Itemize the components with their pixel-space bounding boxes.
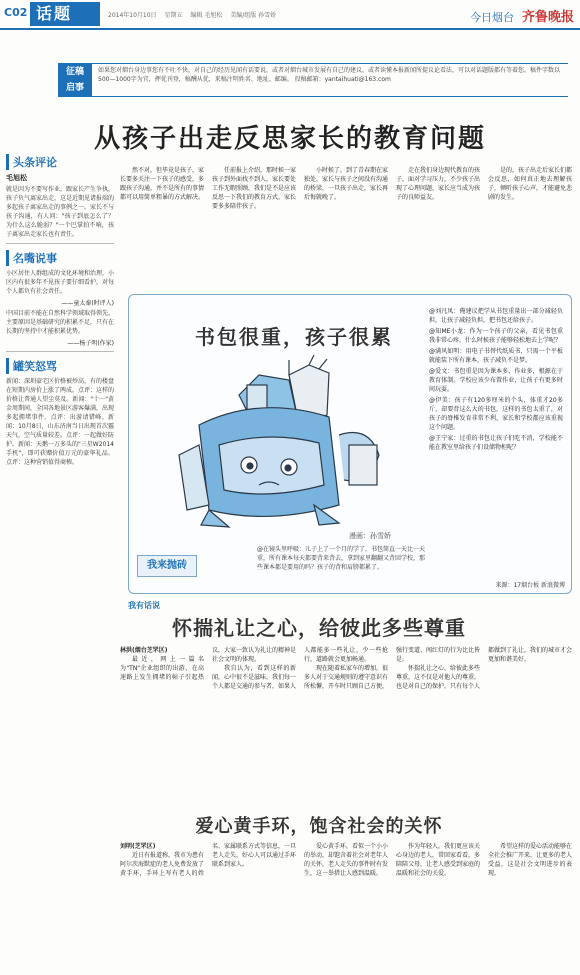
comment-item: @爱文：书包重是因为课本多、作业多，根源在于教育体制。学校应该少布置作业，让孩子有更多时间玩耍。 — [429, 368, 563, 393]
feature-tag: 我来抛砖 — [137, 555, 197, 577]
story2-headline: 怀揣礼让之心，给彼此多些尊重 — [172, 616, 466, 640]
issue-date: 2014年10月10日 — [108, 12, 157, 19]
headline-comment-title: 头条评论 — [6, 154, 114, 170]
feature-box — [128, 294, 572, 594]
article-paragraph: 走在我们身边现代教育的孩子，面对学习压力，不少孩子出现了心理问题，家长应当成为孩子的良师益友。 — [396, 167, 481, 201]
newspaper-brand — [470, 6, 574, 25]
section-label: 我有话说 — [128, 601, 160, 610]
divider — [6, 243, 114, 244]
article-paragraph: 然不对，但毕竟是孩子，家长要多关注一下孩子的感受，多跟孩子沟通，并不是所有的事情都可以用简单粗暴的方式解决。 — [120, 167, 205, 201]
section-title: 话题 — [30, 2, 100, 26]
story3-paragraph: 近日有报道称，我市为患有阿尔茨海默症的老人免费发放了黄手环，手环上写有老人的姓名、家属联系方式等信息，一旦老人走失，好心人可以通过手环联系到家人。 — [120, 843, 297, 877]
issue-weekday: 星期五 — [164, 12, 183, 19]
brand-prefix: 今日烟台 — [469, 11, 514, 24]
comment-item: @知ME小龙：作为一个孩子的父亲，看见书包重我非常心疼，什么时候孩子能够轻松地去上学呢？ — [429, 328, 563, 344]
page-number: C02 — [4, 6, 28, 19]
brand-name: 齐鲁晚报 — [521, 10, 574, 25]
call-tag — [58, 64, 92, 97]
article-paragraph: 小时候了，到了青春期在家独处，家长与孩子之间没有沟通的桥梁，一旦孩子出走，家长再后悔就晚了。 — [304, 167, 389, 201]
feature-caption: @在镜头里呼吸：儿子上了一个月的学了，书包简直一天比一天重，所有课本每天都要背来背去，拿到家里翻翻又背回学校，那些课本都是要用的吗？孩子的背和肩膀都累了。 — [257, 546, 426, 571]
pundit-sign-2: ——杨子明(作家) — [67, 340, 114, 347]
call-text: 如果您对烟台身边事您有不吐不快，对自己的经历见闻有话要说，或者对烟台城市发展有自己的建议，或者读懂本报新闻所提议论看法，可以对话题版都有等着您。稿件字数以500—1000字为宜，押优刊登，稿酬从优，来稿注明姓名、地址、邮编。 投稿邮箱：yantaihuati@163.com — [98, 67, 561, 83]
illustration-credit: 漫画：孙雪娇 — [349, 532, 391, 540]
story3-headline: 爱心黄手环，饱含社会的关怀 — [195, 816, 443, 837]
story2-paragraph: 最近，网上一篇名为"TN"企业组织的出游，在高速路上发生拥堵的帖子引起热议，大家一致认为礼让的精神是社会文明的体现。 — [120, 647, 297, 681]
feature-source: 来源：17烟台板 新浪微博 — [495, 582, 565, 589]
article-paragraph: 任前报上介绍，那时候一家孩子到外面找不到人，家长要处工作无暇照顾，我们是不是应该反思一下我们的教育方式，家长要多多陪伴孩子。 — [212, 167, 297, 210]
story3-author: 刘明(芝罘区) — [120, 843, 156, 850]
comment-item: @满风如明：用电子书替代纸质书，只需一个平板就能装下所有课本，孩子减负不是梦。 — [429, 348, 563, 364]
divider — [6, 351, 114, 352]
satire-text: 新闻：深圳豪宅区价格被炒高，有的楼盘在短期内房价上涨了两成。点评：这样的价格让普通人望尘莫及。新闻："十一"黄金周期间，全国各地景区游客爆满，出现多起拥堵事件。点评：出游请错峰。新闻：10月8日，山东济南当日出现首次霾天气，空气质量较差。点评：一起做好防护。新闻：天鹅一万多头的"三星W2014手机"，即可获赠价值万元的豪华礼品。点评：这种营销值得商榷。 — [6, 378, 115, 466]
story3-paragraph: 爱心黄手环，看似一个小小的举动，却饱含着社会对老年人的关怀，老人走失的事件时有发生，这一举措让人感到温暖。 — [304, 843, 389, 877]
story2-paragraph: 我自认为，看到这样的新闻，心中很不是滋味。我们每一个人都是交通的参与者，如果人人都能多一些礼让，少一些抢行，道路就会更加畅通。 — [212, 647, 388, 690]
comment-item: @伊美：孩子有120多厘米的个头，体重才20多斤，却要背这么大的书包，这样的书包太重了，对孩子的脊椎发育非常不利，家长和学校都应该重视这个问题。 — [429, 397, 563, 431]
pundit-title: 名嘴说事 — [6, 250, 114, 266]
story2-author: 林洪(烟台芝罘区) — [120, 647, 168, 654]
story3-body — [120, 842, 572, 970]
comment-item: @刘凡凤：俺建议把学从书包重量出一部分减轻负担，让孩子减轻负担，把书包还给孩子。 — [429, 308, 563, 324]
headline-comment-text: 就是因为不要写作业，跟家长产生争执，孩子负气离家出走，这是近期见诸报端的多起孩子离家出走的事例之一。家长不与孩子沟通，有人问："孩子到底怎么了？为什么这么脆弱？"一个巴掌拍不响，孩子离家出走家长也有责任。 — [6, 186, 115, 238]
story2-body — [120, 646, 572, 806]
headline-comment-author: 毛旭松 — [6, 174, 27, 182]
header-meta — [108, 10, 282, 19]
left-sidebar — [6, 148, 114, 971]
pundit-text-2: 中国目前不能在自然科学领域取得领先，主要原因是基础研究的积累不足，只有在长期的坚持中才能积累优势。 — [6, 310, 115, 335]
design-credit: 美编/组版 孙雪娇 — [230, 12, 277, 19]
call-tag-line2: 启事 — [65, 83, 84, 93]
story2-paragraph: 现在随着私家车的增加，很多人对于交通规则的遵守意识有所松懈，开车时只顾自己方便，强行变道、闯红灯的行为比比皆是。 — [304, 647, 481, 690]
story3-paragraph: 作为年轻人，我们更应该关心身边的老人，常回家看看，多陪陪父母，让老人感受到家庭的温暖和社会的关爱。 — [396, 843, 481, 877]
comment-item: @王宁家：过重的书包让孩子们吃不消，学校能不能在教室里给孩子们设储物柜呢？ — [429, 435, 563, 451]
pundit-sign-1: ——童太秦(时评人) — [61, 300, 114, 307]
call-tag-line1: 征稿 — [65, 67, 84, 77]
schoolbag-cartoon — [139, 355, 409, 531]
main-headline: 从孩子出走反思家长的教育问题 — [93, 124, 486, 154]
satire-title: 罐笑怒骂 — [6, 358, 114, 374]
article-paragraph: 是的，孩子出走后家长们都会反思，如何真正地去理解孩子，倾听孩子心声，才能避免悲剧的发生。 — [488, 167, 573, 201]
comments-column — [429, 307, 563, 589]
story2-paragraph: 怀揣礼让之心，给彼此多些尊重，这不仅是对他人的尊重，也是对自己的保护。只有每个人都做到了礼让，我们的城市才会更加和谐美好。 — [396, 647, 573, 690]
pundit-text-1: 小区居住人群组成的文化环境和治理，小区内有很多年不见孩子要仔细看护，对每个人都负有社会责任。 — [6, 270, 115, 295]
masthead — [0, 0, 580, 30]
feature-title: 书包很重，孩子很累 — [195, 325, 393, 349]
call-for-submissions — [58, 63, 568, 97]
story3-paragraph: 希望这样的爱心活动能够在全社会推广开来，让更多的老人受益，这是社会文明进步的表现。 — [488, 843, 573, 877]
editor-credit: 编辑 毛旭松 — [190, 12, 223, 19]
main-article — [120, 166, 572, 280]
